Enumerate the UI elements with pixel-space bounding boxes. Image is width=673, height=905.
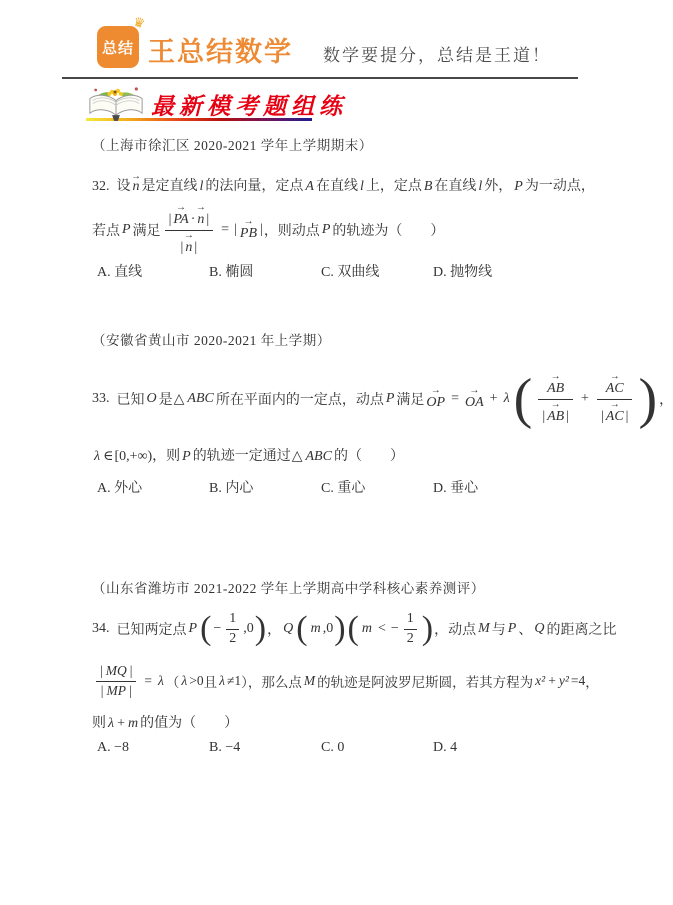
math-text: 已知两定点 (116, 623, 187, 638)
fraction (538, 374, 573, 424)
abs-bar: | (129, 663, 133, 679)
vector-n: → n (197, 205, 204, 228)
vector-n: → n (185, 233, 192, 256)
q33-stem-line2 (92, 445, 600, 469)
frac-denominator (538, 399, 573, 425)
math-var: Q (283, 621, 294, 636)
abs-bar: | (260, 222, 263, 237)
element-of-symbol: ∈ (103, 449, 114, 464)
q34-number: 34. (92, 621, 110, 636)
lambda-var: λ (158, 673, 164, 688)
abs-bar: | (128, 682, 132, 698)
frac-denominator (96, 681, 136, 698)
math-var: m (127, 716, 139, 731)
math-text: =4 (570, 673, 586, 688)
triangle-symbol: △ (173, 391, 185, 407)
equals-operator: = (451, 391, 459, 406)
triangle-symbol: △ (291, 449, 303, 464)
q34-formula-line1: 34. 已知两定点 P ( − $\frac{1}{2}$ ,0 ) ， Q ( m ,0 ) ( m < − $\frac{1}{2}$ ) ，动点 M 与 P 、 Q 的距离之比 (92, 610, 617, 647)
frac-num-value: 1 (229, 610, 237, 626)
option-d: D. 垂心 (433, 481, 479, 496)
plus-operator: + (489, 391, 498, 406)
math-text: 所在平面内的一定点，动点 (215, 393, 384, 408)
plus-operator: + (548, 673, 556, 688)
frac-numerator (165, 205, 214, 230)
brand-row (0, 14, 640, 68)
abs-bar: | (180, 239, 184, 255)
math-text: 满足 (396, 393, 425, 408)
abs-bar: | (100, 663, 103, 679)
math-var: m (310, 621, 321, 636)
math-var: P (188, 621, 198, 636)
vector-AB: → AB (547, 374, 564, 397)
equals-operator: = (221, 222, 230, 237)
vector-OP: → OP (426, 387, 445, 411)
frac-den-value: 2 (406, 630, 414, 646)
frac-denominator (165, 230, 214, 256)
frac-den-value: 2 (229, 630, 237, 646)
frac-denominator (404, 629, 417, 647)
option-b: B. −4 (209, 740, 241, 755)
abs-bar: | (206, 211, 210, 227)
crown-icon: ♛ (131, 14, 148, 33)
q32-number: 32. (92, 179, 110, 194)
vector-PA: → PA (173, 205, 188, 228)
math-var: m (361, 621, 372, 636)
brand-slogan: 数学要提分，总结是王道！ (323, 46, 551, 65)
math-var: l (478, 179, 483, 194)
option-d: D. 抛物线 (433, 265, 493, 280)
dot-operator: · (190, 211, 196, 227)
math-text: 在直线 (434, 179, 477, 194)
option-c: C. 双曲线 (321, 265, 380, 280)
math-var: MQ (105, 663, 127, 679)
vector-AB: → AB (547, 402, 564, 425)
math-text: 为一动点， (524, 179, 595, 194)
option-b: B. 椭圆 (209, 265, 254, 280)
math-var: y² (558, 673, 569, 688)
lambda-var: λ (503, 391, 510, 406)
questions (92, 134, 673, 756)
math-text: 的轨迹为（ ） (332, 224, 445, 239)
lambda-var: λ (219, 673, 225, 688)
vector-AC: → AC (606, 402, 624, 425)
lambda-var: λ (94, 449, 101, 464)
less-than-operator: < (377, 621, 386, 636)
frac-numerator (543, 374, 568, 399)
section-banner (86, 85, 347, 121)
math-var: MP (106, 682, 126, 698)
q32-stem-line1 (92, 168, 600, 198)
option-b: B. 内心 (209, 481, 254, 496)
vector-n: → n (133, 168, 140, 198)
math-text: 且 (203, 675, 218, 690)
coordinate-text: ,0 (322, 621, 334, 636)
math-text: 外， (484, 179, 513, 194)
math-var: P (122, 222, 131, 237)
equals-operator: = (144, 673, 153, 688)
math-var: B (423, 179, 433, 194)
q32-formula-line (92, 203, 600, 257)
math-var: P (321, 222, 331, 237)
math-var: ABC (305, 449, 332, 464)
q34-stem-line3 (92, 713, 600, 735)
q33-formula-line: 33. 已知 O 是 △ ABC 所在平面内的一定点，动点 P 满足 → OP = → OA + λ ( → AB | → AB | + → AC | → AC | ) ， (92, 359, 600, 439)
math-text: 的法向量，定点 (205, 179, 304, 194)
fraction (404, 612, 417, 646)
frac-numerator (226, 612, 239, 629)
coordinate-text: ,0 (243, 621, 254, 636)
q33-options (92, 477, 600, 497)
math-text: ，动点 (434, 623, 477, 638)
math-text: ，则动点 (263, 224, 320, 239)
math-text: >0 (189, 673, 204, 688)
math-var: l (359, 179, 364, 194)
math-text: 已知 (116, 393, 145, 408)
math-text: 则 (92, 716, 106, 731)
math-var: P (385, 391, 395, 406)
plus-operator: + (581, 391, 589, 406)
math-text: 是 (158, 393, 173, 408)
math-var: Q (534, 621, 545, 636)
math-var: l (199, 179, 204, 194)
abs-bar: | (234, 222, 237, 237)
vector-PB: → PB (240, 218, 257, 242)
math-text: 的值为（ ） (140, 716, 239, 731)
lambda-var: λ (181, 673, 188, 688)
q33-source: （安徽省黄山市 2020-2021 年上学期） (92, 333, 331, 348)
option-c: C. 重心 (321, 481, 366, 496)
math-text: 若点 (92, 224, 120, 239)
interval-text: [0,+∞) (114, 449, 153, 464)
option-d: D. 4 (433, 740, 458, 755)
math-var: O (146, 391, 157, 406)
math-text: 在直线 (315, 179, 358, 194)
q34-formula-line2 (92, 657, 600, 705)
brand-badge-label: 总结 (101, 39, 134, 57)
minus-sign: − (213, 621, 222, 636)
math-text: ， (659, 393, 673, 408)
frac-numerator (602, 374, 628, 399)
math-text: ，则 (152, 449, 181, 464)
math-text: ， (585, 675, 599, 690)
math-text: ），那么点 (241, 675, 302, 690)
fraction (226, 612, 239, 646)
math-text: 上，定点 (365, 179, 422, 194)
math-text: 的（ ） (333, 449, 404, 464)
brand-logo-badge (97, 14, 148, 68)
brand-name: 王总结数学 (148, 36, 293, 67)
math-text: 的距离之比 (546, 623, 617, 638)
option-a: A. −8 (97, 740, 130, 755)
abs-bar: | (100, 682, 104, 698)
math-var: ABC (187, 391, 214, 406)
q34-options (92, 740, 600, 756)
fraction (96, 664, 136, 697)
abs-bar: | (566, 408, 570, 424)
math-text: 、 (518, 623, 533, 638)
math-var: P (507, 621, 517, 636)
vector-AC: → AC (606, 374, 624, 397)
math-text: 满足 (132, 224, 161, 239)
math-text: 与 (491, 623, 506, 638)
math-text: 的轨迹是阿波罗尼斯圆，若其方程为 (317, 675, 534, 690)
math-text: （ (165, 675, 180, 690)
math-text: ≠1 (226, 673, 242, 688)
math-var: M (303, 673, 316, 688)
abs-bar: | (542, 408, 546, 424)
vector-OA: → OA (465, 387, 484, 411)
math-text: 是定直线 (141, 179, 198, 194)
frac-numerator (404, 612, 417, 629)
math-var: P (182, 449, 191, 464)
minus-sign: − (390, 621, 399, 636)
q32-options (92, 261, 600, 281)
math-text: 设 (116, 179, 131, 194)
math-var: M (478, 621, 490, 636)
banner-row (86, 85, 347, 122)
lambda-var: λ (108, 716, 115, 731)
frac-denominator (597, 399, 633, 425)
abs-bar: | (625, 408, 629, 424)
abs-bar: | (600, 408, 604, 424)
frac-denominator (226, 629, 239, 647)
math-var: P (514, 179, 523, 194)
frac-numerator (96, 664, 136, 680)
math-var: A (305, 179, 314, 194)
banner-title: 最新模考题组练 (151, 94, 347, 119)
math-text: 的轨迹一定通过 (192, 449, 291, 464)
q32-source: （上海市徐汇区 2020-2021 学年上学期期末） (92, 138, 373, 153)
frac-num-value: 1 (406, 610, 414, 626)
option-c: C. 0 (321, 740, 345, 755)
q34-source: （山东省潍坊市 2021-2022 学年上学期高中学科核心素养测评） (92, 581, 485, 596)
fraction (165, 205, 214, 255)
option-a: A. 外心 (97, 481, 143, 496)
brand-header (0, 14, 640, 79)
q33-number: 33. (92, 391, 110, 406)
abs-bar: | (194, 239, 198, 255)
open-book-icon (86, 85, 146, 122)
option-a: A. 直线 (97, 265, 143, 280)
header-divider (62, 77, 578, 79)
plus-operator: + (117, 716, 125, 731)
fraction (597, 374, 633, 424)
abs-bar: | (168, 211, 172, 227)
math-var: x² (535, 673, 546, 688)
math-text: ， (267, 623, 282, 638)
